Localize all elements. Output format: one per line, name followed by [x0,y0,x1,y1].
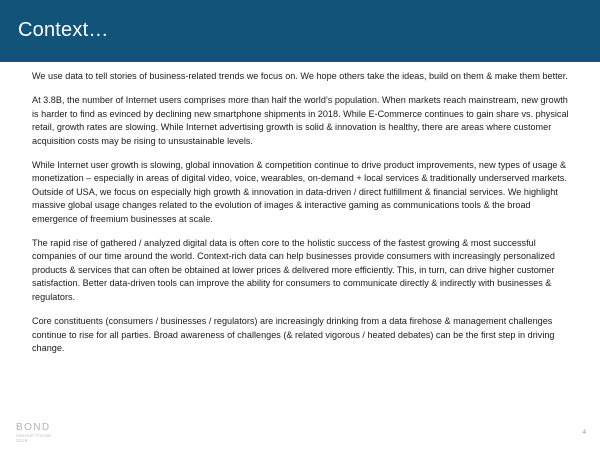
slide-header-bar [0,0,600,62]
page-number: 4 [582,430,586,436]
page-title: Context… [18,19,109,41]
slide-body [32,62,570,355]
bond-logo-brand: BOND [16,421,51,433]
body-paragraph: The rapid rise of gathered / analyzed digital data is often core to the holistic success of the fastest growing & most successful companies of our time around the world. Context-rich data can help businesses provide consumers with increasingly personalized products & services that can often be obtained at lower prices & delivered more efficiently. This, in turn, can drive higher customer satisfaction. Better data-driven tools can improve the ability for consumers to communicate directly & indirectly with businesses & regulators. [32,238,555,302]
bond-logo-year: 2019 [16,438,28,444]
body-paragraph: Core constituents (consumers / businesses / regulators) are increasingly drinking from a data firehose & management challenges continue to rise for all parties. Broad awareness of challenges (& related vigorous / heated debates) can be the first step in driving change. [32,316,555,353]
body-paragraph: At 3.8B, the number of Internet users comprises more than half the world’s population. When markets reach mainstream, new growth is harder to find as evinced by declining new smartphone shipments in 2018. While E-Commerce continues to gain share vs. physical retail, growth rates are slowing. While Internet advertising growth is solid & innovation is healthy, there are areas where customer acquisition costs may be rising to unsustainable levels. [32,95,569,146]
bond-logo [16,423,86,444]
body-paragraph: We use data to tell stories of business-related trends we focus on. We hope others take the ideas, build on them & make them better. [32,71,568,81]
bond-logo-subtitle: Internet Trends [16,433,52,439]
slide-footer [0,418,600,450]
body-paragraph: While Internet user growth is slowing, global innovation & competition continue to drive product improvements, new types of usage & monetization – especially in areas of digital video, voice, wearables, on-demand + local services & traditionally underserved markets. Outside of USA, we focus on especially high growth & innovation in data-driven / direct fulfillment & financial services. We highlight massive global usage changes related to the evolution of images & interactive gaming as communications tools & the broad emergence of freemium businesses at scale. [32,160,567,224]
